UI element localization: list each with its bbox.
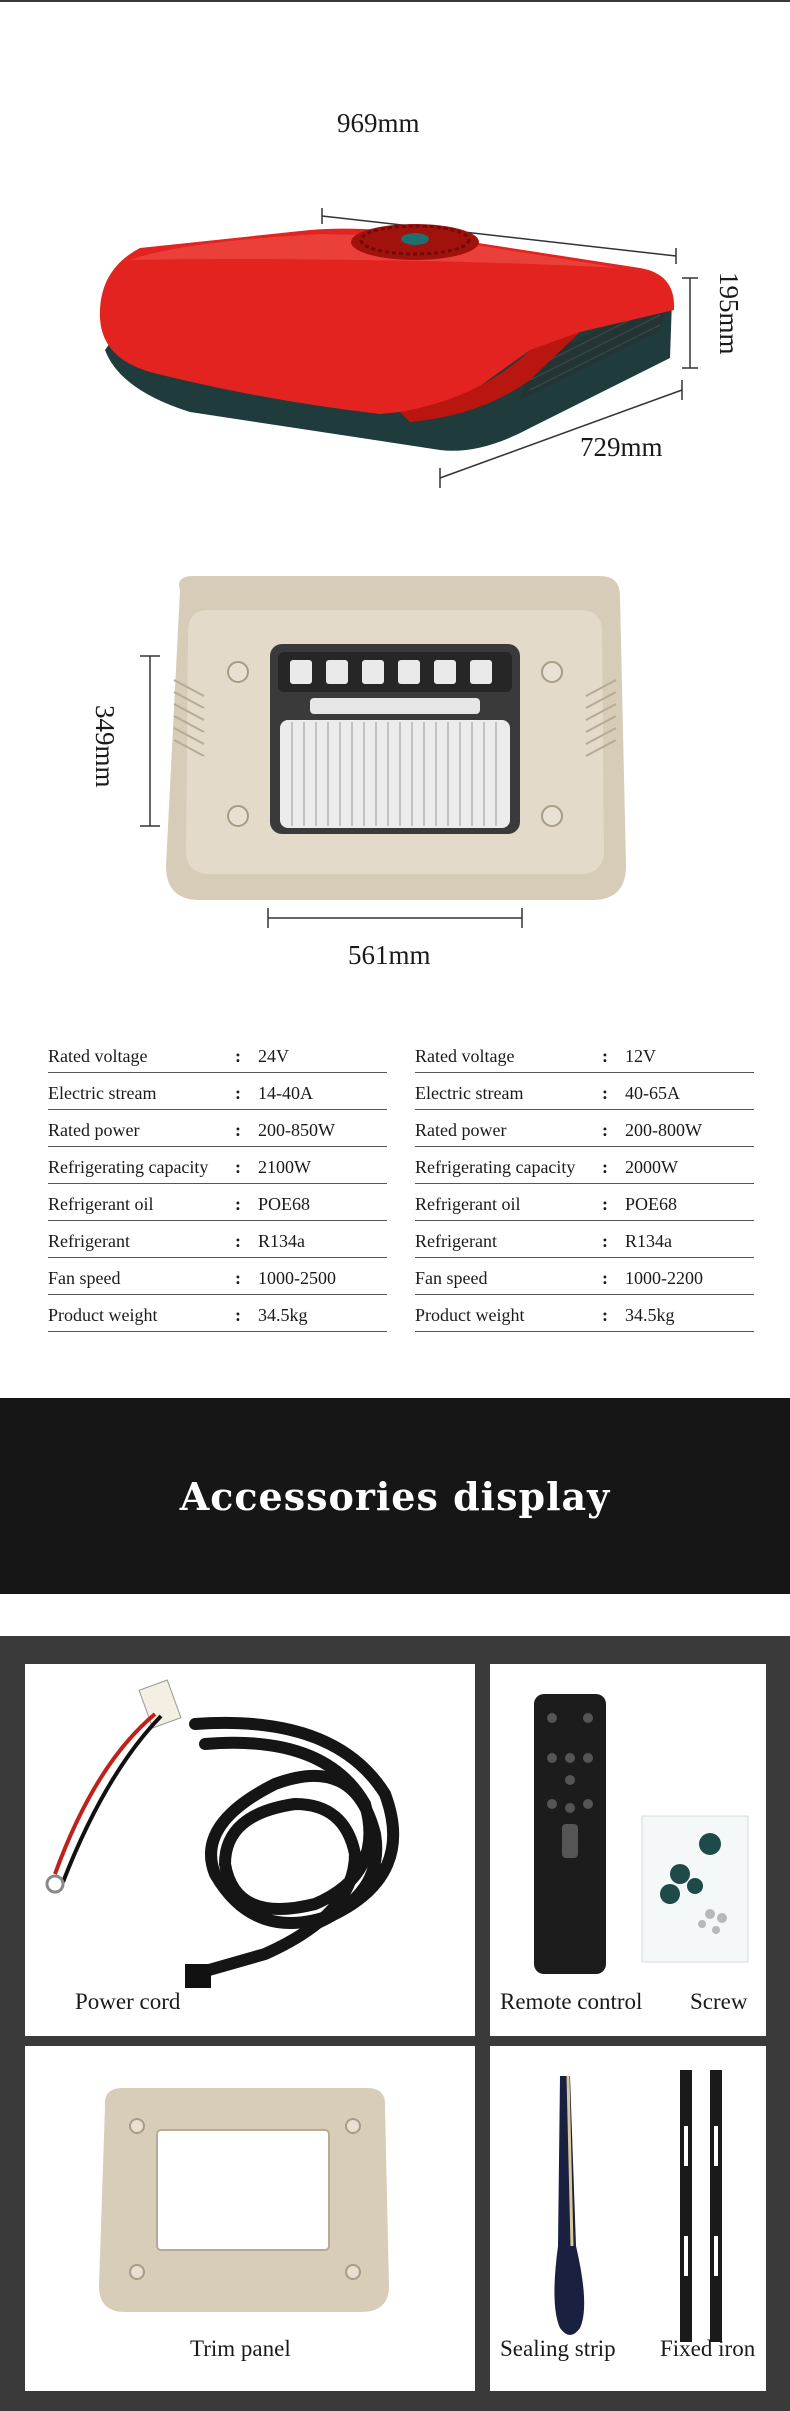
spec-row xyxy=(415,1295,754,1332)
dimension-length: 969mm xyxy=(337,108,420,138)
spec-value: 2100W xyxy=(258,1157,311,1177)
spec-label: Fan speed xyxy=(48,1268,121,1288)
power-cord-image xyxy=(35,1674,465,1994)
spec-table-12v xyxy=(415,1036,754,1332)
dimension-width: 729mm xyxy=(580,432,663,462)
spec-label: Product weight xyxy=(48,1305,158,1325)
spec-separator: : xyxy=(235,1157,241,1177)
spec-label: Refrigerant xyxy=(48,1231,130,1251)
strip-iron-card xyxy=(490,2046,766,2391)
spec-label: Electric stream xyxy=(415,1083,524,1103)
spec-separator: : xyxy=(235,1046,241,1066)
dimension-height: 195mm xyxy=(714,272,744,355)
spec-value: 1000-2200 xyxy=(625,1268,703,1288)
spec-row xyxy=(415,1221,754,1258)
trim-panel-card xyxy=(25,2046,475,2391)
accessories-banner xyxy=(0,1398,790,1594)
spec-tables xyxy=(48,1036,754,1332)
spec-row xyxy=(415,1073,754,1110)
trim-panel-image xyxy=(95,2086,395,2316)
spec-value: POE68 xyxy=(625,1194,678,1214)
spec-value: 12V xyxy=(625,1046,656,1066)
spec-row xyxy=(48,1221,387,1258)
spec-value: 14-40A xyxy=(258,1083,313,1103)
spec-label: Electric stream xyxy=(48,1083,157,1103)
spec-separator: : xyxy=(602,1083,608,1103)
spec-row xyxy=(415,1184,754,1221)
spec-value: 1000-2500 xyxy=(258,1268,336,1288)
spec-value: 34.5kg xyxy=(625,1305,675,1325)
spec-value: 34.5kg xyxy=(258,1305,308,1325)
trim-panel-label: Trim panel xyxy=(190,2336,291,2361)
spec-row xyxy=(48,1184,387,1221)
spec-value: R134a xyxy=(258,1231,305,1251)
spec-value: R134a xyxy=(625,1231,672,1251)
spec-label: Refrigerating capacity xyxy=(48,1157,209,1177)
spec-separator: : xyxy=(602,1268,608,1288)
spec-row xyxy=(48,1147,387,1184)
fixed-iron-label: Fixed iron xyxy=(660,2336,756,2361)
top-border xyxy=(0,0,790,2)
spec-row xyxy=(48,1110,387,1147)
screw-label: Screw xyxy=(690,1989,748,2014)
spec-row xyxy=(48,1073,387,1110)
screw-image xyxy=(640,1814,750,1964)
spec-value: 200-850W xyxy=(258,1120,335,1140)
remote-control-label: Remote control xyxy=(500,1989,643,2014)
spec-row xyxy=(415,1258,754,1295)
spec-separator: : xyxy=(235,1231,241,1251)
spec-row xyxy=(48,1036,387,1073)
sealing-strip-label: Sealing strip xyxy=(500,2336,616,2361)
spec-separator: : xyxy=(602,1120,608,1140)
spec-separator: : xyxy=(235,1120,241,1140)
spec-value: 2000W xyxy=(625,1157,678,1177)
spec-label: Refrigerant xyxy=(415,1231,497,1251)
spec-separator: : xyxy=(235,1305,241,1325)
spec-label: Product weight xyxy=(415,1305,525,1325)
spec-separator: : xyxy=(235,1268,241,1288)
spec-label: Rated voltage xyxy=(415,1046,515,1066)
power-cord-card xyxy=(25,1664,475,2036)
sealing-strip-image xyxy=(530,2066,620,2346)
spec-value: 24V xyxy=(258,1046,289,1066)
spec-table-24v xyxy=(48,1036,387,1332)
spec-separator: : xyxy=(602,1194,608,1214)
dimension-panel-width: 561mm xyxy=(348,940,431,970)
spec-value: 40-65A xyxy=(625,1083,680,1103)
remote-screw-card xyxy=(490,1664,766,2036)
spec-label: Rated power xyxy=(415,1120,507,1140)
spec-value: POE68 xyxy=(258,1194,311,1214)
spec-separator: : xyxy=(602,1046,608,1066)
spec-separator: : xyxy=(602,1305,608,1325)
dimension-panel-height: 349mm xyxy=(90,705,120,788)
accessories-title: Accessories display xyxy=(179,1473,611,1519)
fixed-iron-image xyxy=(670,2066,740,2346)
spec-label: Rated power xyxy=(48,1120,140,1140)
spec-row xyxy=(415,1147,754,1184)
remote-control-image xyxy=(530,1694,610,1974)
spec-row xyxy=(48,1295,387,1332)
spec-row xyxy=(48,1258,387,1295)
spec-label: Refrigerant oil xyxy=(415,1194,521,1214)
spec-separator: : xyxy=(602,1157,608,1177)
accessories-grid xyxy=(0,1636,790,2411)
spec-label: Fan speed xyxy=(415,1268,488,1288)
spec-row xyxy=(415,1036,754,1073)
spec-separator: : xyxy=(235,1194,241,1214)
spec-separator: : xyxy=(235,1083,241,1103)
spec-value: 200-800W xyxy=(625,1120,702,1140)
indoor-panel-image xyxy=(130,570,650,940)
spec-label: Rated voltage xyxy=(48,1046,148,1066)
spec-label: Refrigerant oil xyxy=(48,1194,154,1214)
spec-separator: : xyxy=(602,1231,608,1251)
spec-row xyxy=(415,1110,754,1147)
power-cord-label: Power cord xyxy=(75,1989,181,2014)
spec-label: Refrigerating capacity xyxy=(415,1157,576,1177)
